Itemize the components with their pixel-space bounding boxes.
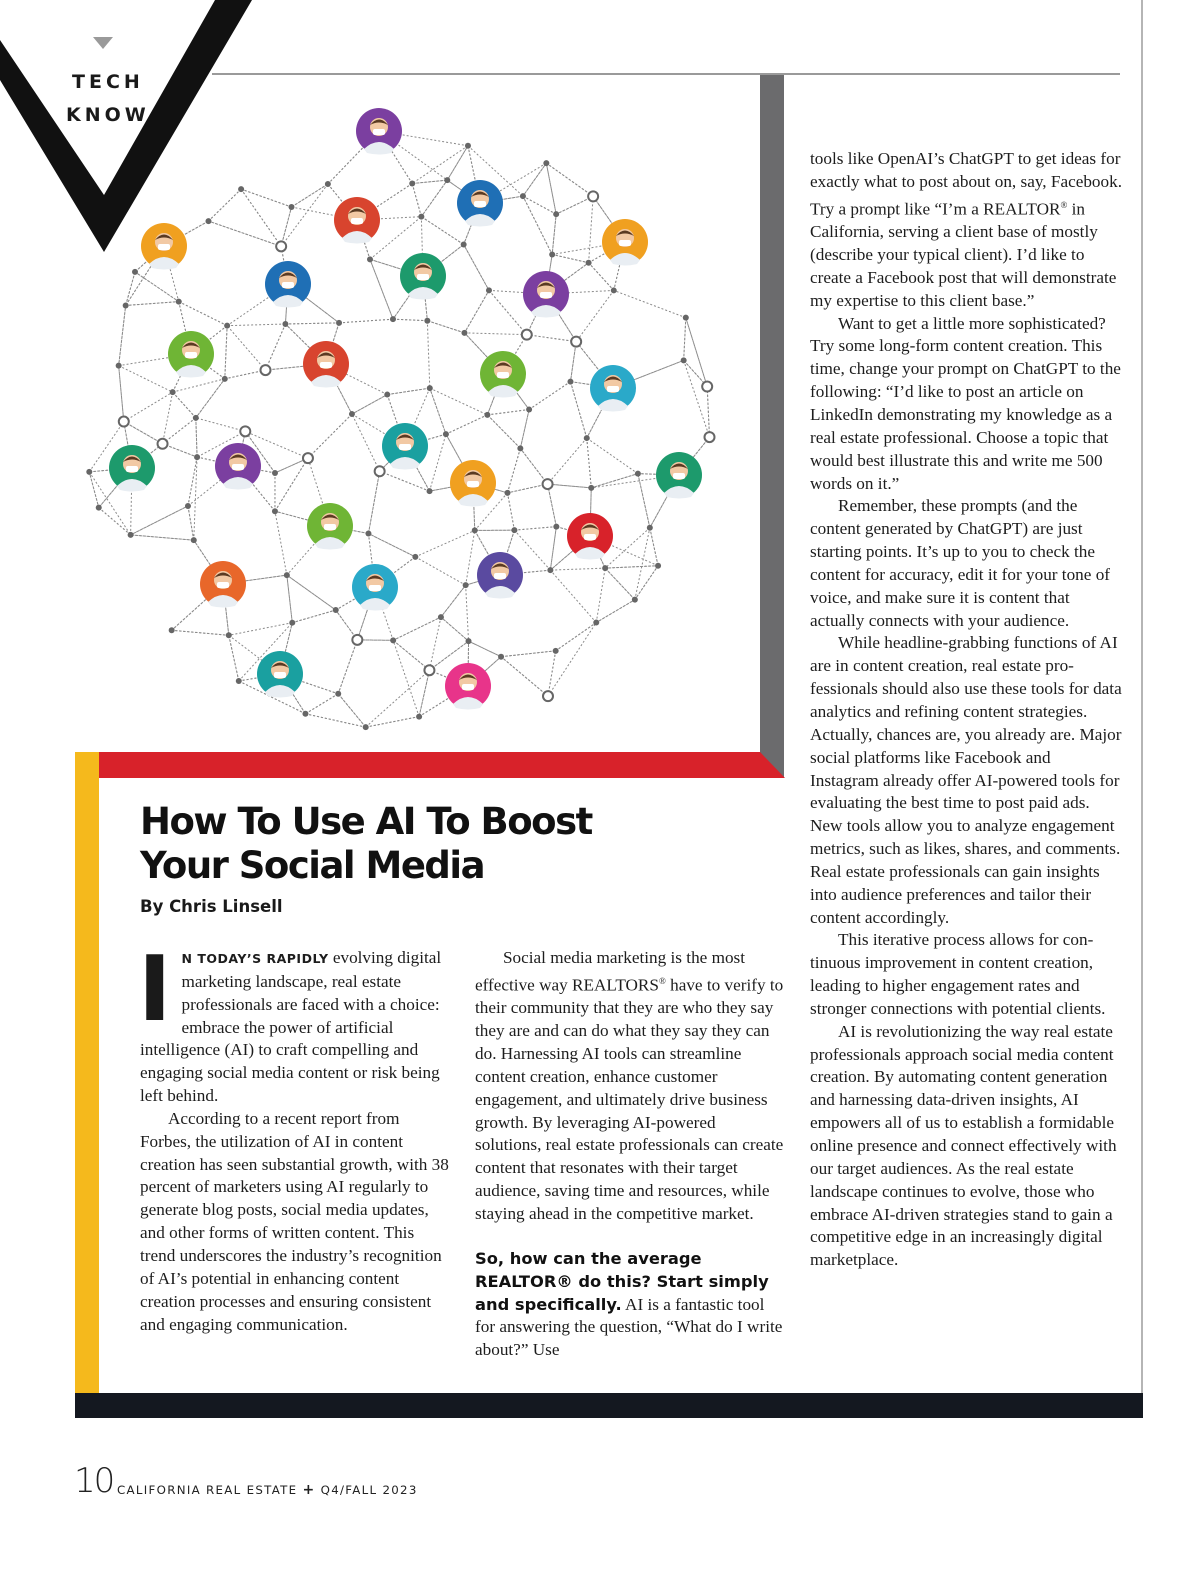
article-title [140,800,740,888]
paragraph-text: tools like OpenAI’s ChatGPT to get ideas for exactly what to post about on, say, Facebook. Try a prompt like “I’m a REALTOR [810,149,1123,219]
paragraph-text: evolving digital marketing landscape, real estate professionals are faced with a choice: embrace the power of artificial intelligence (AI) to craft compelling and engaging social media content or risk being left behind. [140,948,442,1106]
issue-label: Q4/FALL 2023 [320,1483,418,1497]
paragraph [475,1248,785,1362]
subhead-text: So, how can the average REALTOR [475,1248,702,1291]
paragraph-text: Social media marketing is the most effective way REALTORS [475,948,746,995]
paragraph [138,937,450,1108]
paragraph: This iterative process allows for continuous improvement in content creation, leading to higher engagement rates and stronger connections with potential clients. [810,930,1106,1018]
network-illustration [80,90,740,750]
lead-in: N TODAY’S RAPIDLY [181,951,329,966]
section-tag-know: KNOW [66,104,150,126]
person-avatar-icon [109,445,155,492]
top-rule [212,73,1120,75]
subhead-text: do this? Start simply and specifically. [475,1271,769,1314]
person-avatar-icon [567,513,613,560]
person-avatar-icon [265,261,311,308]
person-avatar-icon [477,552,523,599]
article-column-3 [810,148,1122,1272]
black-footer-bar [75,1393,1143,1418]
person-avatar-icon [457,180,503,227]
article-title-line2: Your Social Media [140,844,485,887]
person-avatar-icon [257,651,303,698]
person-avatar-icon [141,223,187,270]
person-avatar-icon [356,108,402,155]
chevron-down-icon [93,37,113,49]
person-avatar-icon [168,331,214,378]
section-tag-tech: TECH [72,71,144,93]
paragraph-text: in California, serving a client base of mostly (describe your typical client). I’d like to create a Facebook post that will demonstrate my expertise to this client base.” [810,199,1117,310]
page-number: 10 [74,1461,114,1501]
paragraph: While headline-grabbing functions of AI are in content creation, real estate professionals should also use these tools for data analytics and refining content strategies. Actually, chances are, you already are. Major social platforms like Facebook and Instagram already offer AI-powered tools for evaluating the best time to post paid ads. New tools allow you to analyze engagement metrics, such as likes, shares, and comments. Real estate professionals can gain insights into audience preferences and tailor their content accordingly. [810,633,1122,927]
person-avatar-icon [590,365,636,412]
byline: By Chris Linsell [140,897,283,916]
publication-footer [117,1482,418,1498]
registered-mark: ® [556,1271,573,1291]
paragraph: According to a recent report from Forbes, the utilization of AI in content creation has seen substantial growth, with 38 percent of marketers using AI regularly to generate blog posts, social media updates, and other forms of written content. This trend underscores the industry’s recognition of AI’s potential in enhancing content creation processes and ensuring consistent and engaging communication. [140,1108,449,1334]
paragraph [810,148,1122,313]
paragraph: Want to get a little more sophisticated? Try some long-form content creation. This time, change your prompt on ChatGPT to the following: “I’d like to post an article on LinkedIn demonstrating my knowledge as a real estate professional. Choose a topic that would best illustrate this and write me 500 words on it.” [810,313,1121,493]
person-avatar-icon [307,503,353,550]
person-avatar-icon [303,341,349,388]
drop-cap: I [138,937,172,1042]
red-accent-bar [75,752,785,778]
registered-mark: ® [658,975,666,986]
person-avatar-icon [215,443,261,490]
person-avatar-icon [334,197,380,244]
footer-separator: + [302,1482,316,1498]
person-avatar-icon [352,564,398,611]
person-avatar-icon [400,253,446,300]
person-avatar-icon [200,561,246,608]
publication-name: CALIFORNIA REAL ESTATE [117,1483,298,1497]
paragraph-text: have to verify to their community that they are who they say they are and can do what they say they can do. Harnessing AI tools can streamline content creation, enhance customer engagement, and ultimately drive business growth. By leveraging AI-powered solutions, real estate professionals can create content that resonates with their target audience, saving time and resources, while staying ahead in the competitive market. [475,975,784,1224]
article-column-2 [475,947,785,1362]
gray-accent-bar [760,75,784,777]
person-avatar-icon [450,460,496,507]
article-title-line1: How To Use AI To Boost [140,800,592,843]
person-avatar-icon [656,452,702,499]
person-avatar-icon [523,271,569,318]
registered-mark: ® [1060,199,1068,210]
right-rule [1141,0,1143,1393]
person-avatar-icon [480,351,526,398]
paragraph [475,947,785,1226]
paragraph: AI is revolutionizing the way real estate professionals approach social media content creation. By automating content generation and harnessing data-driven insights, AI empowers all of us to establish a formidable online presence and connect effectively with our target audiences. As the real estate landscape continues to evolve, those who embrace AI-driven strategies stand to gain a competitive edge in an increasingly digital marketplace. [810,1021,1117,1270]
yellow-accent-bar [75,752,99,1418]
person-avatar-icon [602,219,648,266]
article-column-1 [138,937,450,1336]
paragraph: Remember, these prompts (and the content generated by ChatGPT) are just starting points. It’s up to you to check the content for accuracy, edit it for your tone of voice, and make sure it is content that actually connects with your audience. [810,496,1111,630]
paragraph-text: AI is a fantastic tool for answering the question, “What do I write about?” Use [475,1294,783,1360]
person-avatar-icon [445,663,491,710]
